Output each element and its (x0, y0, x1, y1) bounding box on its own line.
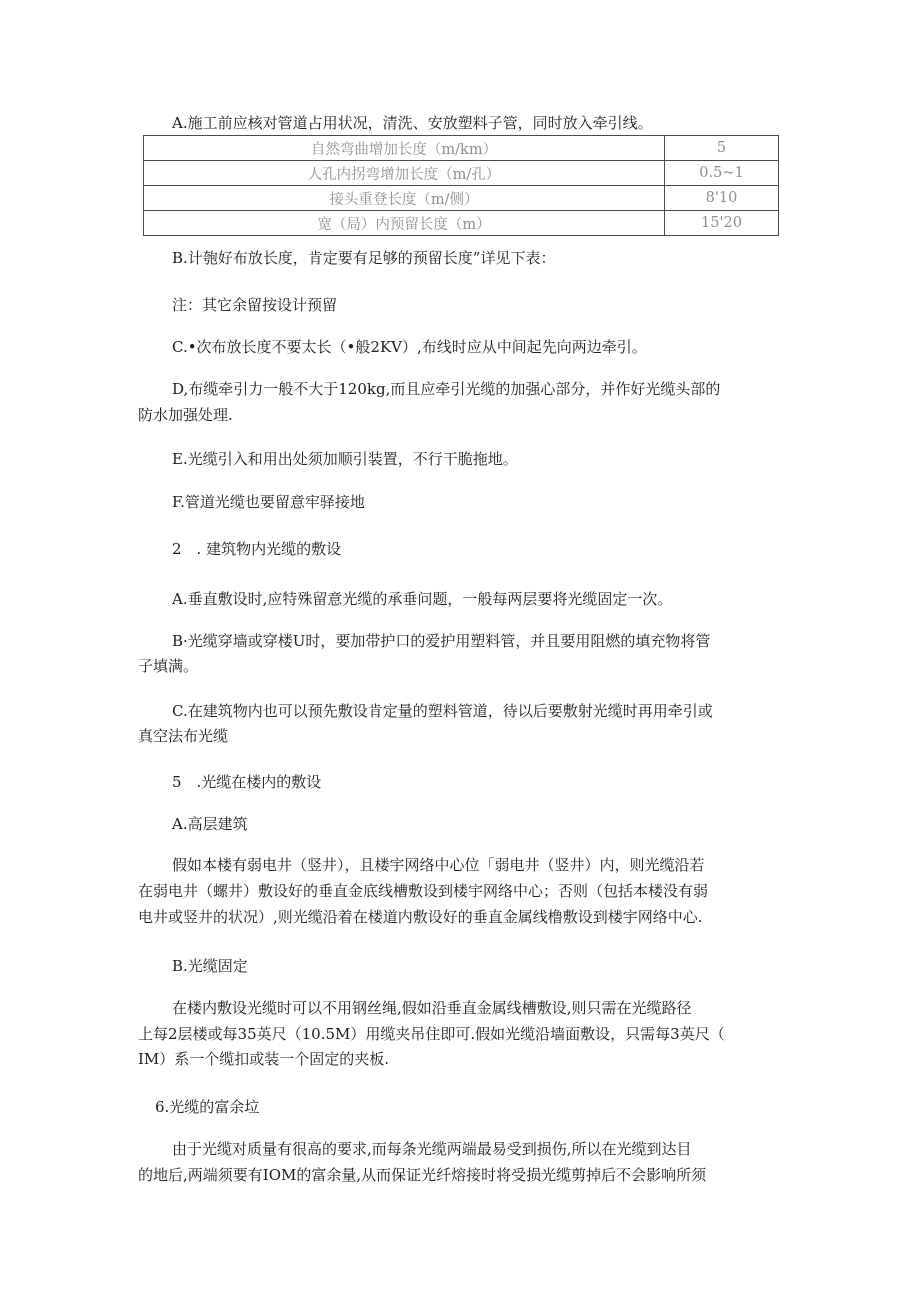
subheading-b5: B.光缆固定 (172, 957, 248, 975)
paragraph-b2-line2: 子填满。 (138, 657, 199, 675)
paragraph-b5-line3: IM）系一个缆扣或装一个固定的夹板. (138, 1050, 390, 1068)
table-cell-value: 0.5~1 (665, 161, 779, 186)
table-row (144, 161, 779, 186)
paragraph-a5-line2: 在弱电井（螺井）敷设好的垂直金底线槽敷设到楼宇网络中心；否则（包括本楼没有弱 (138, 882, 709, 900)
paragraph-a5-line3: 电井或竖井的状况）,则光缆沿着在楼道内敷设好的垂直金属线橹敷设到楼宇网络中心. (138, 908, 703, 926)
section-heading-6: 6.光缆的富余垃 (155, 1098, 260, 1116)
table-cell-label: 宽（局）内预留长度（m） (144, 211, 665, 236)
table-cell-value: 5 (665, 136, 779, 161)
paragraph-d1-line1: D,布缆牵引力一般不大于120kg,而且应牵引光缆的加强心部分，并作好光缆头部的 (172, 380, 721, 398)
paragraph-s6-line2: 的地后,两端须要有IOM的富余量,从而保证光纤熔接时将受损光缆剪掉后不会影响所须 (138, 1166, 707, 1184)
paragraph-b1: B.计匏好布放长度，肯定要有足够的预留长度”详见下表： (172, 249, 556, 267)
paragraph-c1: C.•次布放长度不要太长（•般2KV）,布线时应从中间起先向两边牵引。 (172, 338, 647, 356)
paragraph-e1: E.光缆引入和用出处须加顺引装置，不行干脆拖地。 (172, 450, 518, 468)
paragraph-d1-line2: 防水加强处理. (138, 406, 233, 424)
reserve-length-table (143, 135, 779, 236)
table-cell-label: 人孔内拐弯增加长度（m/孔） (144, 161, 665, 186)
paragraph-a1: A.施工前应核对管道占用状况，清洗、安放塑料子管，同时放入牵引线。 (172, 114, 653, 132)
table-row (144, 186, 779, 211)
paragraph-c2-line1: C.在建筑物内也可以预先敷设肯定量的塑料管道，待以后要敷射光缆时再用牵引或 (172, 702, 713, 720)
table-row (144, 136, 779, 161)
paragraph-a5-line1: 假如本楼有弱电井（竖井），且楼宇网络中心位「弱电井（竖井）内，则光缆沿若 (172, 856, 705, 874)
paragraph-b5-line1: 在楼内敷设光缆时可以不用钢丝绳,假如沿垂直金属线槽敷设,则只需在光缆路径 (172, 999, 692, 1017)
paragraph-s6-line1: 由于光缆对质量有很高的要求,而每条光缆两端最易受到损伤,所以在光缆到达目 (172, 1140, 692, 1158)
section-heading-2: 2 . 建筑物内光缆的敷设 (172, 540, 342, 558)
table-cell-label: 自然弯曲增加长度（m/km） (144, 136, 665, 161)
paragraph-a2: A.垂直敷设时,应特殊留意光缆的承垂问题，一般每两层要将光缆固定一次。 (172, 590, 673, 608)
subheading-a5: A.高层建筑 (172, 815, 248, 833)
table-row (144, 211, 779, 236)
table-cell-value: 8'10 (665, 186, 779, 211)
paragraph-b2-line1: B·光缆穿墙或穿楼U时，要加带护口的爱护用塑料管，并且要用阻燃的填充物将管 (172, 632, 711, 650)
table-cell-value: 15'20 (665, 211, 779, 236)
note: 注：其它余留按设计预留 (172, 296, 338, 314)
table-cell-label: 接头重登长度（m/侧） (144, 186, 665, 211)
section-heading-5: 5 .光缆在楼内的敷设 (172, 773, 322, 791)
paragraph-f1: F.管道光缆也要留意牢驿接地 (172, 493, 365, 511)
paragraph-c2-line2: 真空法布光缆 (138, 727, 229, 745)
paragraph-b5-line2: 上每2层楼或每35英尺（10.5M）用缆夹吊住即可.假如光缆沿墙面敷设，只需每3英尺（ (138, 1025, 725, 1043)
